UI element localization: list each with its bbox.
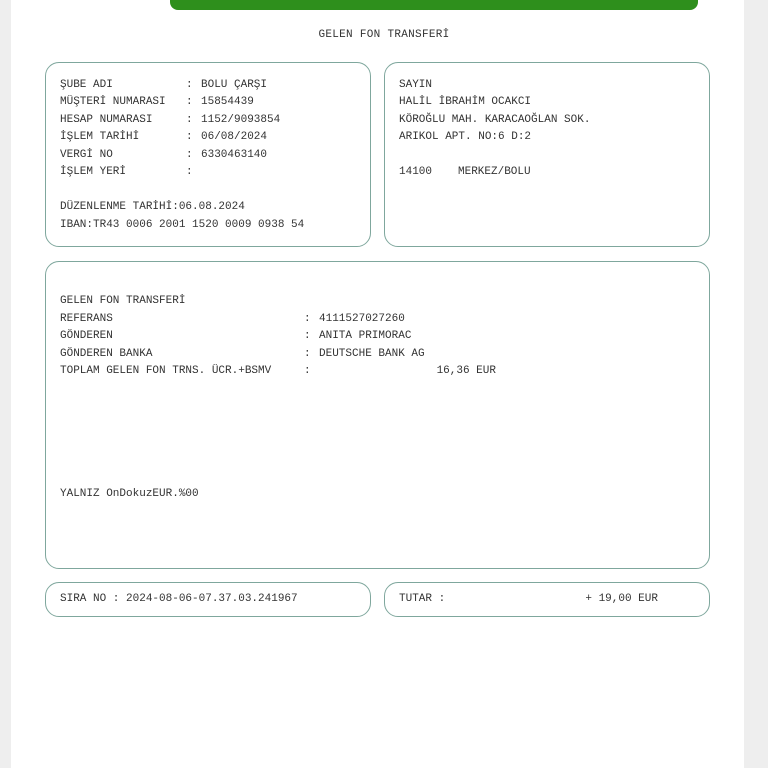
postal-code: 14100 — [399, 166, 433, 178]
field-colon: : — [186, 96, 193, 108]
field-colon: : — [186, 79, 193, 91]
field-colon: : — [186, 131, 193, 143]
iban: IBAN:TR43 0006 2001 1520 0009 0938 54 — [60, 219, 305, 231]
field-colon: : — [186, 149, 193, 161]
field-label: HESAP NUMARASI — [60, 114, 153, 126]
header-accent-bar — [170, 0, 698, 10]
field-colon: : — [304, 348, 311, 360]
reference-value: 4111527027260 — [319, 313, 405, 325]
sequence-number: SIRA NO : 2024-08-06-07.37.03.241967 — [60, 593, 298, 605]
field-colon: : — [186, 166, 193, 178]
field-label: GÖNDEREN BANKA — [60, 348, 153, 360]
recipient-name: HALİL İBRAHİM OCAKCI — [399, 96, 532, 108]
total-amount-box — [384, 582, 710, 617]
amount-label: TUTAR : — [399, 593, 446, 605]
address-street: KÖROĞLU MAH. KARACAOĞLAN SOK. — [399, 114, 591, 126]
page-title: GELEN FON TRANSFERİ — [318, 29, 450, 41]
issue-date: DÜZENLENME TARİHİ:06.08.2024 — [60, 201, 245, 213]
field-label: GÖNDEREN — [60, 330, 113, 342]
field-colon: : — [304, 330, 311, 342]
field-colon: : — [186, 114, 193, 126]
sender-bank-value: DEUTSCHE BANK AG — [319, 348, 425, 360]
address-building: ARIKOL APT. NO:6 D:2 — [399, 131, 532, 143]
transaction-date-value: 06/08/2024 — [201, 131, 268, 143]
field-label: VERGİ NO — [60, 149, 113, 161]
total-fee-label: TOPLAM GELEN FON TRNS. ÜCR.+BSMV — [60, 365, 272, 377]
sender-value: ANITA PRIMORAC — [319, 330, 412, 342]
field-colon: : — [304, 313, 311, 325]
field-label: REFERANS — [60, 313, 113, 325]
details-heading: GELEN FON TRANSFERİ — [60, 295, 186, 307]
customer-number-value: 15854439 — [201, 96, 254, 108]
recipient-address-box — [384, 62, 710, 247]
field-label: İŞLEM YERİ — [60, 166, 127, 178]
field-label: ŞUBE ADI — [60, 79, 113, 91]
amount-in-words: YALNIZ OnDokuzEUR.%00 — [60, 488, 199, 500]
salutation: SAYIN — [399, 79, 433, 91]
field-colon: : — [304, 365, 311, 377]
total-fee-value: 16,36 EUR — [436, 365, 496, 377]
field-label: İŞLEM TARİHİ — [60, 131, 140, 143]
amount-value: + 19,00 EUR — [585, 593, 658, 605]
city: MERKEZ/BOLU — [458, 166, 531, 178]
field-label: MÜŞTERİ NUMARASI — [60, 96, 166, 108]
branch-name-value: BOLU ÇARŞI — [201, 79, 268, 91]
transfer-details-box — [45, 261, 710, 569]
account-info-box — [45, 62, 371, 247]
tax-number-value: 6330463140 — [201, 149, 268, 161]
sequence-number-box — [45, 582, 371, 617]
account-number-value: 1152/9093854 — [201, 114, 281, 126]
